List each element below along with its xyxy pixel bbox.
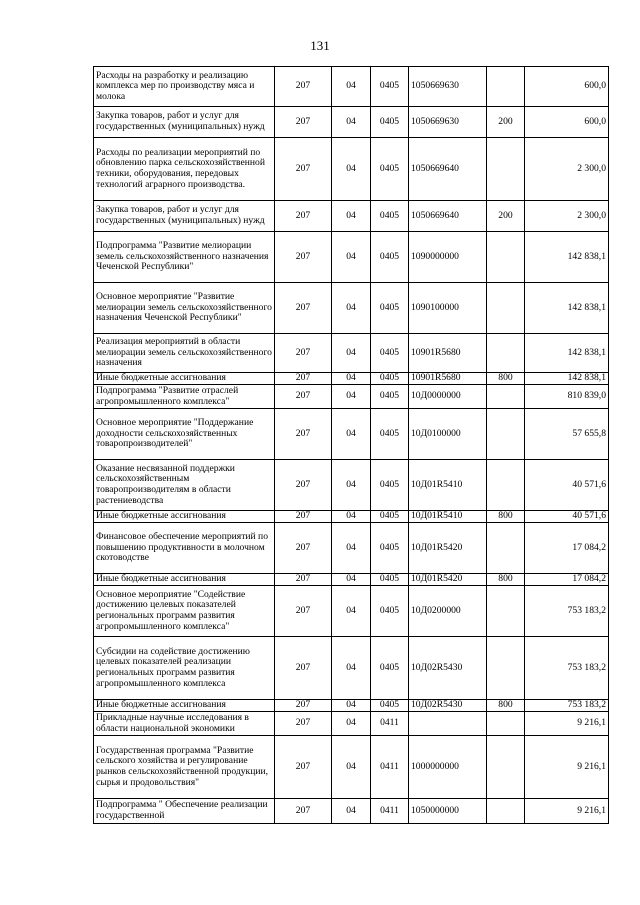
row-name-cell: Реализация мероприятий в области мелиорации земель сельскохозяйственного назначения [94,334,275,373]
row-expense-type-cell [487,334,525,373]
row-section-cell: 04 [332,637,371,700]
row-name-cell: Закупка товаров, работ и услуг для государственных (муниципальных) нужд [94,107,275,138]
row-section-cell: 04 [332,523,371,574]
row-admin-code-cell: 207 [275,201,332,232]
row-admin-code-cell: 207 [275,232,332,283]
table-row [94,373,609,385]
row-admin-code-cell: 207 [275,334,332,373]
row-target-article-cell: 10Д02R5430 [409,700,487,712]
row-amount-cell: 2 300,0 [525,201,609,232]
row-admin-code-cell: 207 [275,409,332,460]
row-subsection-cell: 0405 [371,232,409,283]
table-row [94,107,609,138]
row-expense-type-cell [487,799,525,824]
row-section-cell: 04 [332,574,371,586]
row-subsection-cell: 0405 [371,107,409,138]
row-admin-code-cell: 207 [275,373,332,385]
row-admin-code-cell: 207 [275,511,332,523]
row-section-cell: 04 [332,799,371,824]
row-name-cell: Иные бюджетные ассигнования [94,700,275,712]
row-admin-code-cell: 207 [275,574,332,586]
row-subsection-cell: 0405 [371,67,409,107]
row-target-article-cell: 1090000000 [409,232,487,283]
row-subsection-cell: 0411 [371,712,409,736]
row-admin-code-cell: 207 [275,107,332,138]
row-subsection-cell: 0405 [371,385,409,409]
row-section-cell: 04 [332,385,371,409]
row-amount-cell: 9 216,1 [525,799,609,824]
row-subsection-cell: 0405 [371,138,409,201]
row-expense-type-cell: 800 [487,373,525,385]
row-target-article-cell: 1000000000 [409,736,487,799]
row-section-cell: 04 [332,736,371,799]
row-name-cell: Финансовое обеспечение мероприятий по повышению продуктивности в молочном скотоводстве [94,523,275,574]
row-admin-code-cell: 207 [275,460,332,511]
row-name-cell: Основное мероприятие "Развитие мелиорации земель сельскохозяйственного назначения Чеченской Республики" [94,283,275,334]
row-amount-cell: 600,0 [525,67,609,107]
row-name-cell: Закупка товаров, работ и услуг для государственных (муниципальных) нужд [94,201,275,232]
row-expense-type-cell [487,637,525,700]
table-row [94,334,609,373]
row-admin-code-cell: 207 [275,736,332,799]
row-target-article-cell: 1050669630 [409,107,487,138]
row-subsection-cell: 0405 [371,373,409,385]
table-row [94,460,609,511]
row-name-cell: Иные бюджетные ассигнования [94,373,275,385]
row-target-article-cell: 10Д0100000 [409,409,487,460]
row-name-cell: Подпрограмма " Обеспечение реализации государственной [94,799,275,824]
row-section-cell: 04 [332,138,371,201]
row-target-article-cell: 10Д01R5420 [409,523,487,574]
row-section-cell: 04 [332,334,371,373]
row-name-cell: Иные бюджетные ассигнования [94,511,275,523]
table-row [94,712,609,736]
row-section-cell: 04 [332,67,371,107]
row-amount-cell: 40 571,6 [525,511,609,523]
row-name-cell: Основное мероприятие "Поддержание доходности сельскохозяйственных товаропроизводителей" [94,409,275,460]
row-name-cell: Основное мероприятие "Содействие достижению целевых показателей региональных программ развития агропромышленного комплекса" [94,586,275,637]
row-amount-cell: 9 216,1 [525,712,609,736]
row-name-cell: Расходы по реализации мероприятий по обновлению парка сельскохозяйственной техники, оборудования, передовых технологий аграрного производства. [94,138,275,201]
row-admin-code-cell: 207 [275,138,332,201]
row-target-article-cell: 10Д01R5410 [409,460,487,511]
row-target-article-cell: 1050669630 [409,67,487,107]
row-subsection-cell: 0405 [371,586,409,637]
table-row [94,700,609,712]
row-admin-code-cell: 207 [275,700,332,712]
row-subsection-cell: 0405 [371,334,409,373]
row-subsection-cell: 0405 [371,409,409,460]
row-subsection-cell: 0405 [371,283,409,334]
row-expense-type-cell: 200 [487,201,525,232]
row-target-article-cell: 10Д0000000 [409,385,487,409]
table-row [94,409,609,460]
row-subsection-cell: 0405 [371,523,409,574]
row-expense-type-cell [487,232,525,283]
table-row [94,574,609,586]
row-section-cell: 04 [332,201,371,232]
row-target-article-cell: 10Д01R5420 [409,574,487,586]
row-admin-code-cell: 207 [275,523,332,574]
row-subsection-cell: 0405 [371,637,409,700]
row-amount-cell: 753 183,2 [525,700,609,712]
row-amount-cell: 17 084,2 [525,574,609,586]
row-amount-cell: 810 839,0 [525,385,609,409]
row-name-cell: Государственная программа "Развитие сельского хозяйства и регулирование рынков сельскохозяйственной продукции, сырья и продовольствия" [94,736,275,799]
table-row [94,511,609,523]
row-subsection-cell: 0405 [371,511,409,523]
page-number: 131 [310,38,330,53]
row-amount-cell: 753 183,2 [525,637,609,700]
row-expense-type-cell: 800 [487,700,525,712]
row-expense-type-cell [487,138,525,201]
row-amount-cell: 142 838,1 [525,232,609,283]
row-expense-type-cell [487,712,525,736]
row-section-cell: 04 [332,107,371,138]
row-target-article-cell: 1050000000 [409,799,487,824]
row-subsection-cell: 0405 [371,700,409,712]
table-row [94,283,609,334]
row-amount-cell: 17 084,2 [525,523,609,574]
table-row [94,67,609,107]
row-name-cell: Иные бюджетные ассигнования [94,574,275,586]
row-amount-cell: 753 183,2 [525,586,609,637]
table-row [94,523,609,574]
row-target-article-cell: 1090100000 [409,283,487,334]
row-section-cell: 04 [332,283,371,334]
row-subsection-cell: 0411 [371,799,409,824]
row-section-cell: 04 [332,232,371,283]
row-name-cell: Оказание несвязанной поддержки сельскохозяйственным товаропроизводителям в области растениеводства [94,460,275,511]
row-target-article-cell: 1050669640 [409,138,487,201]
row-section-cell: 04 [332,409,371,460]
budget-table [93,66,609,824]
row-target-article-cell: 10901R5680 [409,373,487,385]
row-admin-code-cell: 207 [275,637,332,700]
row-amount-cell: 57 655,8 [525,409,609,460]
row-target-article-cell: 10Д0200000 [409,586,487,637]
row-subsection-cell: 0405 [371,460,409,511]
row-subsection-cell: 0411 [371,736,409,799]
row-section-cell: 04 [332,460,371,511]
row-subsection-cell: 0405 [371,201,409,232]
row-section-cell: 04 [332,373,371,385]
row-expense-type-cell [487,523,525,574]
row-name-cell: Прикладные научные исследования в области национальной экономики [94,712,275,736]
row-expense-type-cell [487,283,525,334]
row-target-article-cell: 10901R5680 [409,334,487,373]
row-section-cell: 04 [332,712,371,736]
row-target-article-cell: 1050669640 [409,201,487,232]
row-admin-code-cell: 207 [275,712,332,736]
row-expense-type-cell [487,460,525,511]
row-amount-cell: 9 216,1 [525,736,609,799]
row-expense-type-cell [487,586,525,637]
table-row [94,799,609,824]
row-target-article-cell [409,712,487,736]
row-amount-cell: 142 838,1 [525,373,609,385]
row-name-cell: Субсидии на содействие достижению целевых показателей реализации региональных программ развития агропромышленного комплекса [94,637,275,700]
row-expense-type-cell [487,409,525,460]
table-row [94,736,609,799]
table-row [94,385,609,409]
row-expense-type-cell [487,67,525,107]
row-admin-code-cell: 207 [275,385,332,409]
row-section-cell: 04 [332,586,371,637]
row-expense-type-cell [487,736,525,799]
row-admin-code-cell: 207 [275,799,332,824]
row-subsection-cell: 0405 [371,574,409,586]
row-target-article-cell: 10Д02R5430 [409,637,487,700]
row-amount-cell: 142 838,1 [525,334,609,373]
row-expense-type-cell: 800 [487,574,525,586]
table-row [94,201,609,232]
row-amount-cell: 40 571,6 [525,460,609,511]
table-row [94,637,609,700]
row-expense-type-cell: 800 [487,511,525,523]
row-amount-cell: 142 838,1 [525,283,609,334]
row-name-cell: Расходы на разработку и реализацию комплекса мер по производству мяса и молока [94,67,275,107]
table-row [94,232,609,283]
row-expense-type-cell [487,385,525,409]
row-admin-code-cell: 207 [275,586,332,637]
row-section-cell: 04 [332,700,371,712]
row-admin-code-cell: 207 [275,67,332,107]
row-target-article-cell: 10Д01R5410 [409,511,487,523]
row-name-cell: Подпрограмма "Развитие мелиорации земель сельскохозяйственного назначения Чеченской Республики" [94,232,275,283]
row-amount-cell: 2 300,0 [525,138,609,201]
row-admin-code-cell: 207 [275,283,332,334]
row-section-cell: 04 [332,511,371,523]
table-row [94,138,609,201]
row-amount-cell: 600,0 [525,107,609,138]
table-row [94,586,609,637]
table-body [94,67,609,824]
row-name-cell: Подпрограмма "Развитие отраслей агропромышленного комплекса" [94,385,275,409]
row-expense-type-cell: 200 [487,107,525,138]
